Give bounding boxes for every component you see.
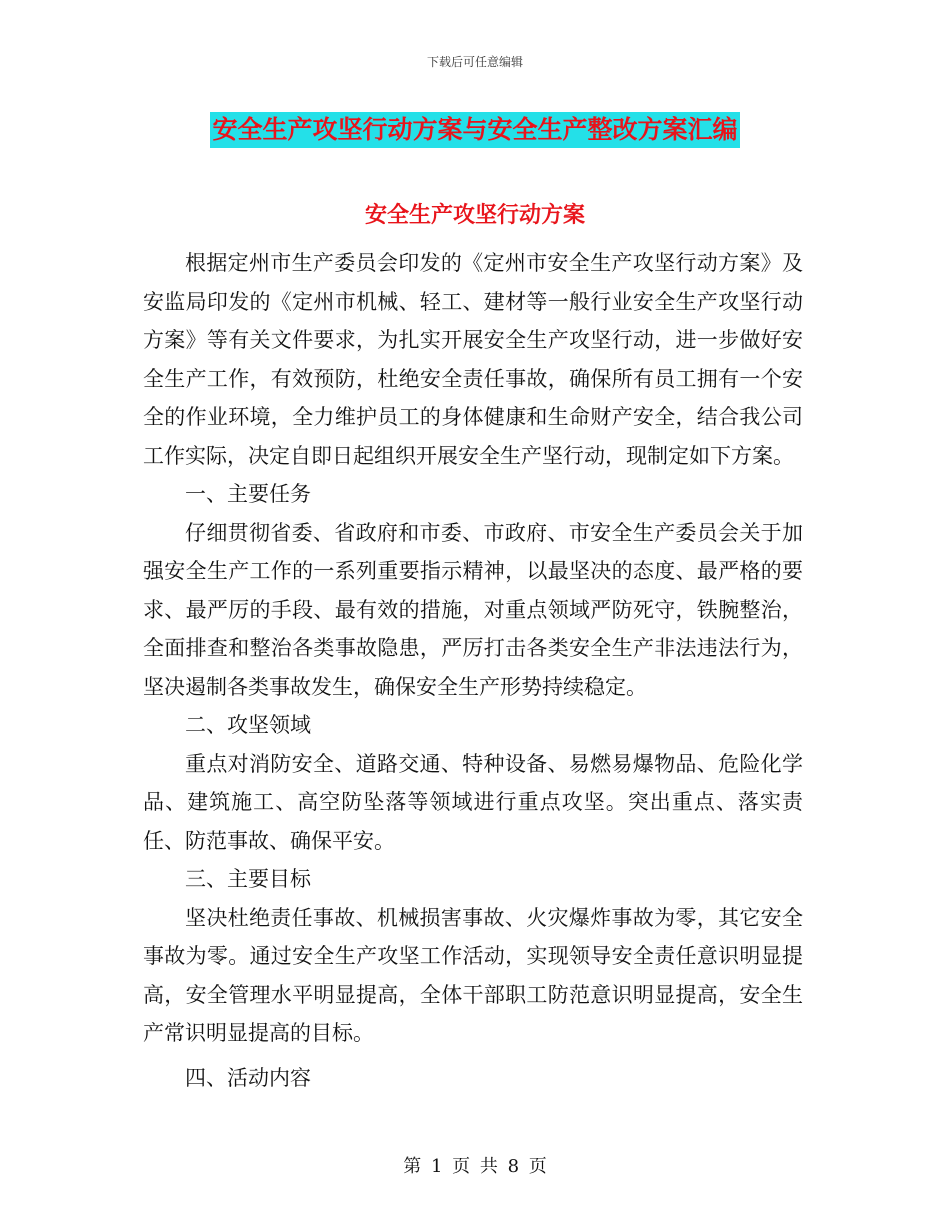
section-heading-activities: 四、活动内容 <box>185 1065 311 1090</box>
sub-title: 安全生产攻坚行动方案 <box>364 202 585 228</box>
main-title-container <box>0 112 950 148</box>
page-footer: 第 1 页 共 8 页 <box>403 1156 547 1177</box>
paragraph-main-goals: 坚决杜绝责任事故、机械损害事故、火灾爆炸事故为零，其它安全事故为零。通过安全生产攻坚工作活动，实现领导安全责任意识明显提高，安全管理水平明显提高，全体干部职工防范意识明显提高，安全生产常识明显提高的目标。 <box>143 905 803 1045</box>
header-note: 下载后可任意编辑 <box>426 55 523 69</box>
section-heading-main-goals: 三、主要目标 <box>185 867 311 891</box>
paragraph-intro: 根据定州市生产委员会印发的《定州市安全生产攻坚行动方案》及安监局印发的《定州市机械、轻工、建材等一般行业安全生产攻坚行动方案》等有关文件要求，为扎实开展安全生产攻坚行动，进一步做好安全生产工作，有效预防，杜绝安全责任事故，确保所有员工拥有一个安全的作业环境，全力维护员工的身体健康和生命财产安全，结合我公司工作实际，决定自即日起组织开展安全生产坚行动，现制定如下方案。 <box>143 251 803 468</box>
paragraph-key-areas: 重点对消防安全、道路交通、特种设备、易燃易爆物品、危险化学品、建筑施工、高空防坠落等领域进行重点攻坚。突出重点、落实责任、防范事故、确保平安。 <box>143 751 803 853</box>
document-body <box>143 244 803 1097</box>
section-heading-key-areas: 二、攻坚领域 <box>185 713 311 737</box>
section-heading-main-tasks: 一、主要任务 <box>185 482 311 506</box>
main-title: 安全生产攻坚行动方案与安全生产整改方案汇编 <box>210 112 739 148</box>
paragraph-main-tasks: 仔细贯彻省委、省政府和市委、市政府、市安全生产委员会关于加强安全生产工作的一系列重要指示精神，以最坚决的态度、最严格的要求、最严厉的手段、最有效的措施，对重点领域严防死守，铁腕整治，全面排查和整治各类事故隐患，严厉打击各类安全生产非法违法行为，坚决遏制各类事故发生，确保安全生产形势持续稳定。 <box>143 520 803 699</box>
